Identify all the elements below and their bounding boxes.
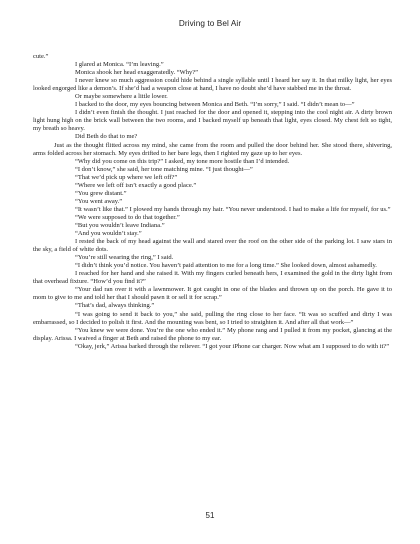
paragraph: Monica shook her head exaggeratedly. “Why?”	[75, 69, 199, 77]
paragraph: “I didn’t think you’d notice. You haven’t paid attention to me for a long time.” She looked down, almost ashamedly.	[75, 262, 377, 270]
paragraph: “We were supposed to do that together.”	[75, 213, 180, 221]
paragraph: Or maybe somewhere a little lower.	[75, 93, 168, 101]
paragraph: “It wasn’t like that.” I plowed my hands through my hair. “You never understood. I had to make a life for myself, for us.”	[75, 205, 391, 213]
paragraph: “And you wouldn’t stay.”	[75, 230, 142, 238]
paragraph: “I don’t know,” she said, her tone matching mine. “I just thought—”	[75, 165, 253, 173]
paragraph: I never knew so much aggression could hide behind a single syllable until I heard her say it. In that milky light, her eyes looked engorged like a demon’s. If she’d had a weapon close at hand, I have no doubt she’d have stabbed me in the throat.	[33, 77, 392, 93]
page-number: 51	[205, 511, 215, 520]
running-head: Driving to Bel Air	[178, 19, 242, 28]
paragraph: “You’re still wearing the ring,” I said.	[75, 254, 174, 262]
paragraph: Just as the thought flitted across my mind, she came from the room and pulled the door behind her. She stood there, shivering, arms folded across her stomach. My eyes drifted to her bare legs, then I righted my gaze up to her eyes.	[33, 141, 392, 157]
paragraph: “That’s dad, always thinking.”	[75, 302, 155, 310]
paragraph: “Your dad ran over it with a lawnmower. It got caught in one of the blades and thrown up on the porch. He gave it to mom to give to me and told her that I should pawn it or sell it for scrap.”	[33, 286, 392, 302]
paragraph: I backed to the door, my eyes bouncing between Monica and Beth. “I’m sorry,” I said. “I didn’t mean to—”	[75, 101, 355, 109]
paragraph: “But you wouldn’t leave Indiana.”	[75, 221, 165, 229]
body-text	[33, 53, 392, 351]
paragraph: “That we’d pick up where we left off?”	[75, 173, 178, 181]
paragraph: I rested the back of my head against the wall and stared over the roof on the other side of the parking lot. I saw stars in the sky, a field of white dots.	[33, 238, 392, 254]
paragraph: “I was going to send it back to you,” she said, pulling the ring close to her face. “It was so scuffed and dirty I was embarrassed, so I decided to polish it first. And the mounting was bent, so I tried to straighten it. And after all that work—”	[33, 310, 392, 326]
paragraph: Did Beth do that to me?	[75, 133, 138, 141]
paragraph: I didn’t even finish the thought. I just reached for the door and opened it, stepping into the cool night air. A dirty brown light hung high on the brick wall between the two rooms, and I backed myself up beneath that light, eyes closed. My chest felt so tight, my breath so heavy.	[33, 109, 392, 133]
paragraph: cute.”	[33, 53, 49, 60]
paragraph: “You grew distant.”	[75, 189, 127, 197]
paragraph: “Where we left off isn’t exactly a good place.”	[75, 181, 197, 189]
paragraph: “Okay, jerk,” Arissa barked through the reliever. “I got your iPhone car charger. Now what am I supposed to do with it?”	[75, 342, 390, 350]
paragraph: I reached for her hand and she raised it. With my fingers curled beneath hers, I examined the gold in the dirty light from that overhead fixture. “How’d you find it?”	[33, 270, 392, 286]
paragraph: “Why did you come on this trip?” I asked, my tone more hostile than I’d intended.	[75, 157, 290, 165]
paragraph: I glared at Monica. “I’m leaving.”	[75, 61, 164, 69]
paragraph: “You knew we were done. You’re the one who ended it.” My phone rang and I pulled it from my pocket, glancing at the display. Arissa. I waived a finger at Beth and raised the phone to my ear.	[33, 326, 392, 342]
paragraph: “You went away.”	[75, 197, 123, 205]
